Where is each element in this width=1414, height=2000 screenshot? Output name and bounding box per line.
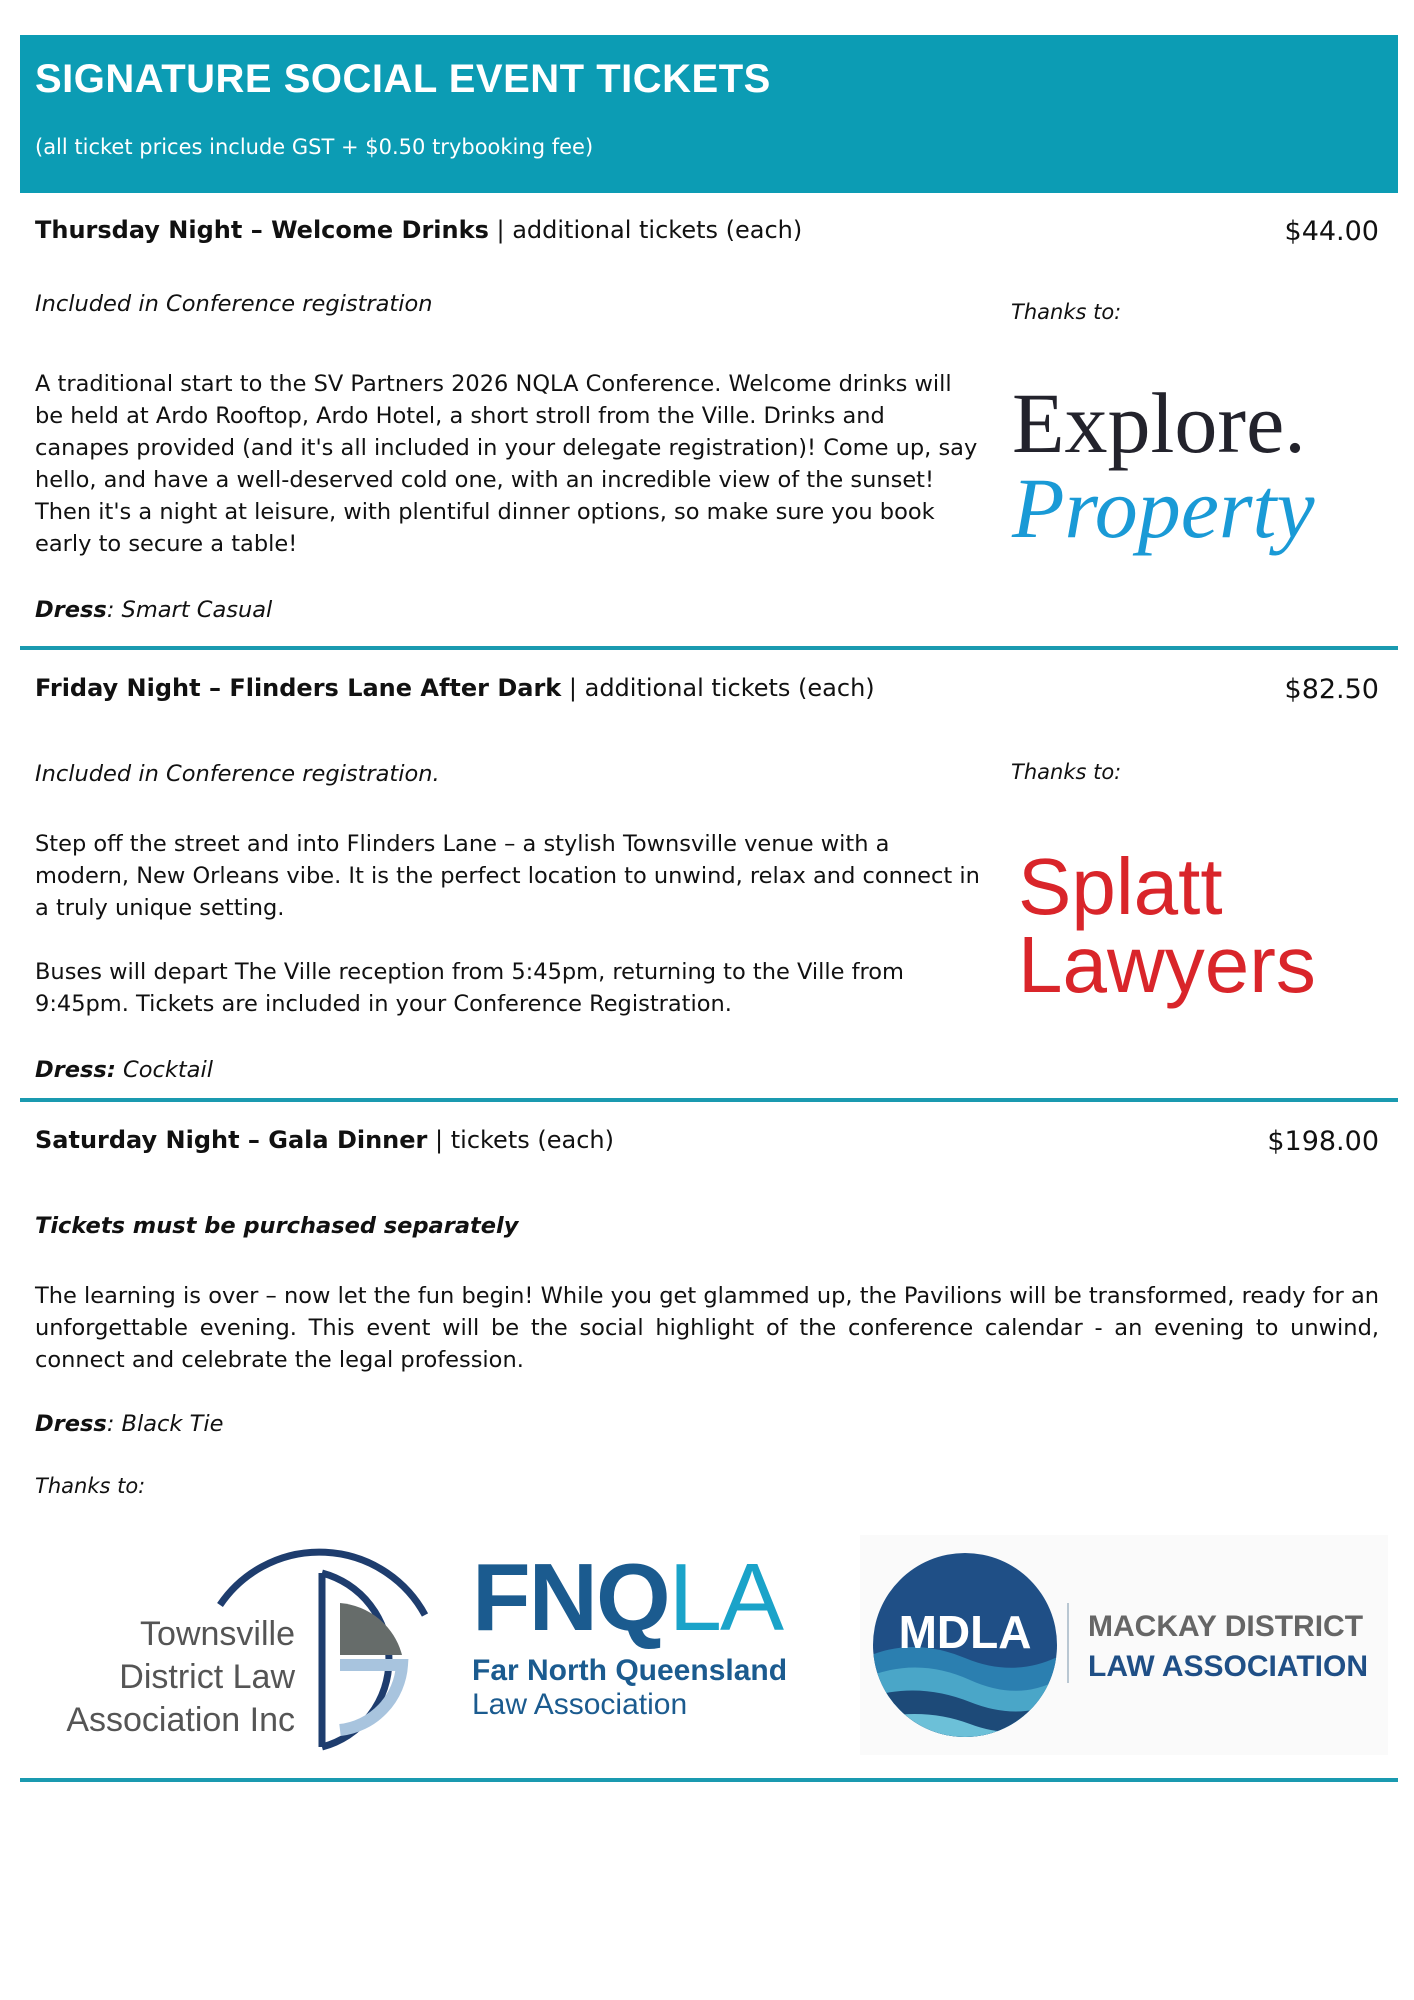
logo-line-3: Association Inc (66, 1701, 295, 1739)
page-title: SIGNATURE SOCIAL EVENT TICKETS (35, 57, 771, 101)
dress-label: Dress (35, 1411, 107, 1437)
dress-code (35, 594, 272, 626)
ticket-note: | additional tickets (each) (561, 674, 875, 702)
event-name: Friday Night – Flinders Lane After Dark (35, 674, 562, 702)
event-description: Step off the street and into Flinders Lane – a stylish Townsville venue with a modern, New Orleans vibe. It is the perfect location to unwind, relax and connect in a truly unique setting. (35, 831, 980, 921)
ticket-note: | tickets (each) (427, 1126, 614, 1154)
event-name: Saturday Night – Gala Dinner (35, 1126, 428, 1154)
event-name: Thursday Night – Welcome Drinks (35, 216, 489, 244)
event-price: $44.00 (1284, 216, 1379, 247)
purchase-note: Tickets must be purchased separately (35, 1213, 519, 1239)
section-divider (20, 1778, 1398, 1782)
logo-separator (1067, 1603, 1069, 1683)
dress-value: Cocktail (115, 1057, 213, 1083)
thanks-label: Thanks to: (35, 1474, 146, 1498)
logo-mark-bold: FNQ (472, 1544, 669, 1651)
dress-label: Dress (35, 597, 107, 623)
event-title-row (35, 672, 875, 704)
logo-line-1: Splatt (1018, 842, 1223, 931)
logo-line-2: LAW ASSOCIATION (1088, 1650, 1368, 1683)
dress-value: : Smart Casual (106, 597, 273, 623)
event-description: Buses will depart The Ville reception from 5:45pm, returning to the Ville from 9:45pm. Tickets are included in your Conference Registration. (35, 959, 904, 1017)
event-description: The learning is over – now let the fun begin! While you get glammed up, the Pavilions will be transformed, ready for an unforgettable evening. This event will be the social highlight of the conference calendar - an evening to unwind, connect and celebrate the legal profession. (35, 1283, 1379, 1373)
dress-value: : Black Tie (106, 1411, 224, 1437)
page-subtitle: (all ticket prices include GST + $0.50 trybooking fee) (35, 135, 594, 159)
dress-label: Dress: (35, 1057, 116, 1083)
logo-line-1: Far North Queensland (472, 1654, 788, 1687)
logo-line-1: MACKAY DISTRICT (1088, 1610, 1364, 1643)
fnqla-logo (472, 1544, 852, 1740)
mdla-logo (860, 1535, 1388, 1755)
logo-mark-light: LA (668, 1544, 783, 1651)
thanks-label: Thanks to: (1011, 300, 1122, 324)
event-title-row (35, 214, 802, 246)
ticket-note: | additional tickets (each) (488, 216, 803, 244)
event-description: A traditional start to the SV Partners 2026 NQLA Conference. Welcome drinks will be held at Ardo Rooftop, Ardo Hotel, a short stroll from the Ville. Drinks and canapes provided (and it's all included in your delegate registration)! Come up, say hello, and have a well-deserved cold one, with an incredible view of the sunset! Then it's a night at leisure, with plentiful dinner options, so make sure you book early to secure a table! (35, 371, 978, 557)
mdla-wave-icon (860, 1540, 1070, 1750)
logo-line-2: District Law (119, 1658, 295, 1696)
thanks-label: Thanks to: (1011, 760, 1122, 784)
included-note: Included in Conference registration (35, 291, 433, 317)
tdla-logo (30, 1535, 440, 1755)
included-note: Included in Conference registration. (35, 761, 440, 787)
section-divider (20, 1098, 1398, 1102)
explore-property-logo (1012, 375, 1352, 558)
event-title-row (35, 1124, 614, 1156)
splatt-lawyers-logo (1018, 842, 1358, 1018)
header-banner (20, 35, 1398, 193)
logo-line-2: Law Association (472, 1688, 688, 1721)
event-price: $198.00 (1267, 1126, 1379, 1157)
logo-line-1: Explore. (1012, 375, 1306, 471)
dress-code (35, 1408, 223, 1440)
logo-badge: MDLA (898, 1606, 1032, 1658)
logo-line-1: Townsville (140, 1615, 295, 1653)
logo-line-2: Property (1012, 460, 1315, 556)
section-divider (20, 646, 1398, 650)
dress-code (35, 1054, 213, 1086)
logo-line-2: Lawyers (1018, 920, 1316, 1009)
event-price: $82.50 (1284, 674, 1379, 705)
